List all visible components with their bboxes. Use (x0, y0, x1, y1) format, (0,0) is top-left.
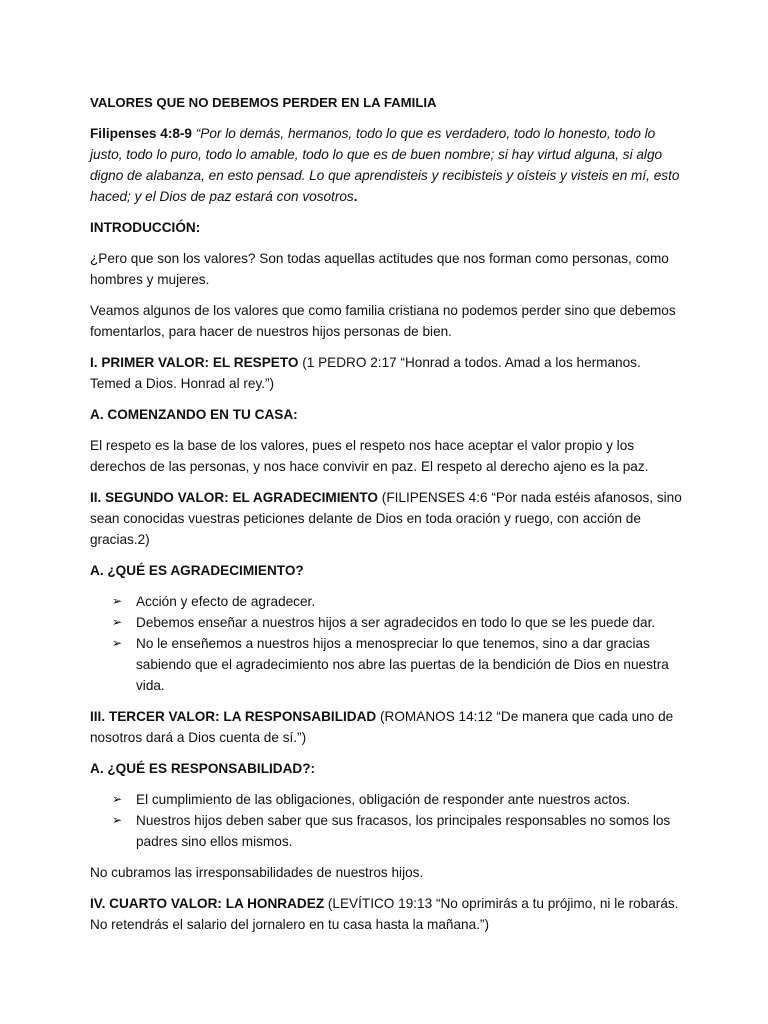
section-2-heading-line (90, 487, 684, 550)
list-item-text: No le enseñemos a nuestros hijos a menospreciar lo que tenemos, sino a dar gracias sabiendo que el agradecimiento nos abre las puertas de la bendición de Dios en nuestra vida. (136, 636, 669, 693)
section-1-heading: I. PRIMER VALOR: EL RESPETO (90, 355, 299, 370)
section-3-heading-line (90, 706, 684, 748)
section-4-heading: IV. CUARTO VALOR: LA HONRADEZ (90, 896, 325, 911)
section-2-subheading: A. ¿QUÉ ES AGRADECIMIENTO? (90, 563, 304, 578)
section-1-subheading: A. COMENZANDO EN TU CASA: (90, 407, 298, 422)
list-item (112, 591, 684, 612)
section-3-bullet-list (90, 789, 684, 852)
arrow-bullet-icon: ➢ (112, 636, 123, 650)
section-1-heading-line (90, 352, 684, 394)
document-page (90, 92, 684, 945)
section-3-closing: No cubramos las irresponsabilidades de nuestros hijos. (90, 865, 424, 880)
verse-paragraph (90, 123, 684, 207)
section-3-reference: (ROMANOS 14:12 “De manera que cada uno de nosotros dará a Dios cuenta de sí.”) (90, 709, 674, 745)
list-item-text: Nuestros hijos deben saber que sus fracasos, los principales responsables no somos los padres sino ellos mismos. (136, 813, 671, 849)
list-item (112, 633, 684, 696)
arrow-bullet-icon: ➢ (112, 813, 123, 827)
arrow-bullet-icon: ➢ (112, 615, 123, 629)
section-2-bullet-list (90, 591, 684, 696)
list-item-text: Acción y efecto de agradecer. (136, 594, 316, 609)
section-4-reference: (LEVÍTICO 19:13 “No oprimirás a tu prójimo, ni le robarás. No retendrás el salario del jornalero en tu casa hasta la mañana.”) (90, 896, 679, 932)
list-item (112, 810, 684, 852)
section-3-subheading: A. ¿QUÉ ES RESPONSABILIDAD?: (90, 761, 316, 776)
intro-heading: INTRODUCCIÓN: (90, 220, 201, 235)
verse-reference: Filipenses 4:8-9 (90, 126, 192, 141)
list-item (112, 789, 684, 810)
list-item-text: Debemos enseñar a nuestros hijos a ser agradecidos en todo lo que se les puede dar. (136, 615, 656, 630)
verse-text: “Por lo demás, hermanos, todo lo que es verdadero, todo lo honesto, todo lo justo, todo lo puro, todo lo amable, todo lo que es de buen nombre; si hay virtud alguna, si algo digno de alabanza, en esto pensad. Lo que aprendisteis y recibisteis y oísteis y visteis en mí, esto haced; y el Dios de paz estará con vosotros (90, 126, 680, 204)
section-1-reference: (1 PEDRO 2:17 “Honrad a todos. Amad a los hermanos. Temed a Dios. Honrad al rey.”) (90, 355, 641, 391)
verse-end: . (353, 189, 358, 204)
document-title: VALORES QUE NO DEBEMOS PERDER EN LA FAMILIA (90, 95, 437, 110)
arrow-bullet-icon: ➢ (112, 594, 123, 608)
section-4-heading-line (90, 893, 684, 935)
list-item (112, 612, 684, 633)
section-3-heading: III. TERCER VALOR: LA RESPONSABILIDAD (90, 709, 377, 724)
section-1-body: El respeto es la base de los valores, pues el respeto nos hace aceptar el valor propio y los derechos de las personas, y nos hace convivir en paz. El respeto al derecho ajeno es la paz. (90, 438, 649, 474)
section-2-heading: II. SEGUNDO VALOR: EL AGRADECIMIENTO (90, 490, 379, 505)
arrow-bullet-icon: ➢ (112, 792, 123, 806)
section-2-reference: (FILIPENSES 4:6 “Por nada estéis afanosos, sino sean conocidas vuestras peticiones delante de Dios en toda oración y ruego, con acción de gracias.2) (90, 490, 682, 547)
intro-paragraph-2: Veamos algunos de los valores que como familia cristiana no podemos perder sino que debemos fomentarlos, para hacer de nuestros hijos personas de bien. (90, 303, 676, 339)
intro-paragraph-1: ¿Pero que son los valores? Son todas aquellas actitudes que nos forman como personas, como hombres y mujeres. (90, 251, 669, 287)
list-item-text: El cumplimiento de las obligaciones, obligación de responder ante nuestros actos. (136, 792, 631, 807)
